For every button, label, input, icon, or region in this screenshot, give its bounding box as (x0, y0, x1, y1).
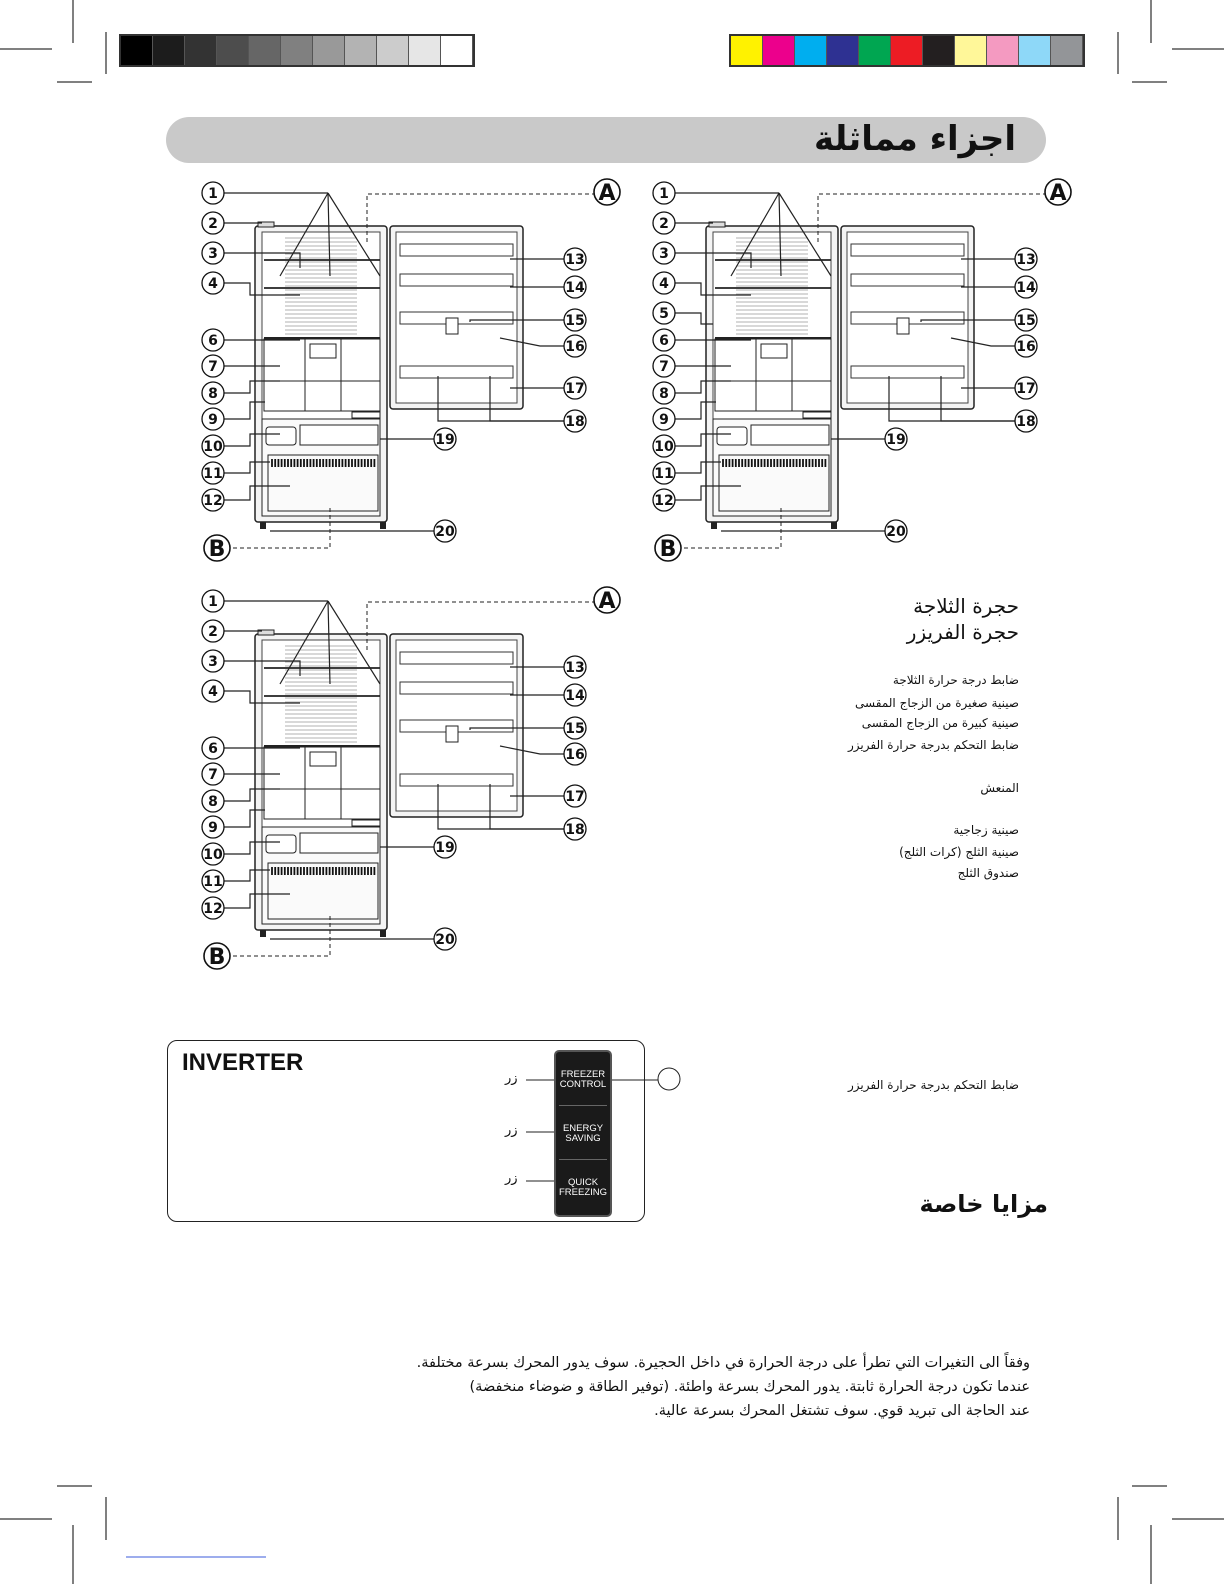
door-bin (851, 274, 964, 286)
callout-number: 1 (659, 186, 669, 202)
legend-item: ضابط درجة حرارة الثلاجة (892, 673, 1019, 687)
feature-line: عندما تكون درجة الحرارة ثابتة. يدور المحرك بسرعة واطئة. (توفير الطاقة و ضوضاء منخفضة) (469, 1379, 1030, 1395)
special-features-title: مزايا خاصة (919, 1190, 1048, 1218)
callout-number: 4 (208, 276, 218, 292)
callout-number: 4 (208, 684, 218, 700)
callout-number: 11 (203, 466, 223, 482)
bottle-holder (446, 318, 458, 334)
callout-number: 2 (659, 216, 669, 232)
legend-item: المنعش (980, 781, 1019, 795)
legend-freezer-compartment: حجرة الفريزر (906, 620, 1019, 644)
callout-number: 6 (208, 333, 218, 349)
foot (260, 930, 266, 937)
quick-freezing-button[interactable]: QUICK FREEZING (558, 1177, 608, 1198)
letter-b: B (208, 537, 226, 562)
display (352, 820, 380, 826)
display (803, 412, 831, 418)
callout-number: 17 (1016, 381, 1036, 397)
callout-number: 13 (565, 660, 585, 676)
egg-tray (310, 752, 336, 766)
callout-number: 18 (1016, 414, 1036, 430)
energy-saving-button[interactable]: ENERGY SAVING (559, 1109, 607, 1160)
feature-line: عند الحاجة الى تبريد قوي. سوف تشتغل المحرك بسرعة عالية. (654, 1403, 1030, 1419)
callout-number: 4 (659, 276, 669, 292)
button-label: زر (505, 1071, 518, 1086)
legend-item: صينية زجاجية (953, 823, 1019, 837)
control-panel (554, 1050, 612, 1217)
callout-number: 9 (659, 412, 669, 428)
door-bin (400, 274, 513, 286)
callout-number: 2 (208, 216, 218, 232)
callout-number: 7 (208, 359, 218, 375)
callout-number: 14 (565, 280, 585, 296)
door-bin (400, 774, 513, 786)
callout-number: 11 (203, 874, 223, 890)
callout-number: 5 (659, 306, 669, 322)
callout-number: 10 (654, 439, 674, 455)
callout-number: 8 (208, 794, 218, 810)
callout-number: 7 (659, 359, 669, 375)
callout-number: 9 (208, 820, 218, 836)
bottle-holder (897, 318, 909, 334)
door-bin (851, 366, 964, 378)
callout-number: 8 (659, 386, 669, 402)
door-bin (851, 244, 964, 256)
callout-number: 16 (1016, 339, 1036, 355)
egg-tray (761, 344, 787, 358)
freezer-control-button[interactable]: FREEZER CONTROL (559, 1055, 607, 1106)
ice-tray (266, 835, 296, 853)
legend-item: صينية صغيرة من الزجاج المقسى (855, 696, 1019, 710)
callout-number: 13 (565, 252, 585, 268)
callout-number: 14 (565, 688, 585, 704)
callout-number: 9 (208, 412, 218, 428)
callout-number: 7 (208, 767, 218, 783)
foot (380, 522, 386, 529)
door-bin (400, 652, 513, 664)
display (352, 412, 380, 418)
callout-number: 6 (208, 741, 218, 757)
letter-a: A (1049, 181, 1067, 206)
callout-number: 2 (208, 624, 218, 640)
callout-number: 10 (203, 847, 223, 863)
callout-number: 14 (1016, 280, 1036, 296)
callout-number: 3 (208, 246, 218, 262)
callout-number: 18 (565, 414, 585, 430)
callout-number: 17 (565, 381, 585, 397)
callout-number: 16 (565, 339, 585, 355)
callout-circle (658, 1068, 680, 1090)
foot (831, 522, 837, 529)
glass-tray (300, 833, 378, 853)
callout-number: 3 (659, 246, 669, 262)
letter-b: B (659, 537, 677, 562)
bottle-holder (446, 726, 458, 742)
inverter-panel-box (167, 1040, 645, 1222)
egg-tray (310, 344, 336, 358)
fridge-diagram (202, 179, 620, 562)
glass-tray (751, 425, 829, 445)
door-bin (400, 366, 513, 378)
fridge-diagram (653, 179, 1071, 562)
callout-number: 6 (659, 333, 669, 349)
fridge-diagram (202, 587, 620, 970)
callout-number: 11 (654, 466, 674, 482)
foot (380, 930, 386, 937)
callout-number: 17 (565, 789, 585, 805)
ice-tray (266, 427, 296, 445)
callout-number: 18 (565, 822, 585, 838)
door-bin (400, 682, 513, 694)
callout-number: 12 (203, 493, 223, 509)
ice-tray (717, 427, 747, 445)
callout-number: 19 (435, 840, 455, 856)
callout-number: 12 (203, 901, 223, 917)
legend-item: صينية كبيرة من الزجاج المقسى (861, 716, 1019, 730)
callout-number: 8 (208, 386, 218, 402)
callout-number: 15 (1016, 313, 1036, 329)
inverter-title: INVERTER (182, 1049, 304, 1076)
legend-fridge-compartment: حجرة الثلاجة (913, 594, 1019, 618)
callout-number: 20 (435, 932, 455, 948)
freezer-control-label: ضابط التحكم بدرجة حرارة الفريزر (848, 1078, 1019, 1092)
callout-number: 19 (886, 432, 906, 448)
foot (260, 522, 266, 529)
callout-number: 20 (886, 524, 906, 540)
button-label: زر (505, 1123, 518, 1138)
foot (711, 522, 717, 529)
callout-number: 3 (208, 654, 218, 670)
glass-tray (300, 425, 378, 445)
legend-item: ضابط التحكم بدرجة حرارة الفريزر (848, 738, 1019, 752)
legend-item: صندوق الثلج (957, 866, 1019, 880)
callout-number: 13 (1016, 252, 1036, 268)
legend-item: صينية الثلج (كرات الثلج) (899, 845, 1019, 859)
callout-number: 16 (565, 747, 585, 763)
callout-number: 12 (654, 493, 674, 509)
callout-number: 1 (208, 594, 218, 610)
letter-b: B (208, 945, 226, 970)
letter-a: A (598, 181, 616, 206)
callout-number: 10 (203, 439, 223, 455)
letter-a: A (598, 589, 616, 614)
button-label: زر (505, 1171, 518, 1186)
callout-number: 20 (435, 524, 455, 540)
feature-line: وفقاً الى التغيرات التي تطرأ على درجة الحرارة في داخل الحجيرة. سوف يدور المحرك بسرعة مختلفة. (416, 1355, 1030, 1371)
section-title: اجزاء مماثلة (813, 119, 1016, 159)
callout-number: 15 (565, 313, 585, 329)
callout-number: 15 (565, 721, 585, 737)
callout-number: 19 (435, 432, 455, 448)
door-bin (400, 244, 513, 256)
callout-number: 1 (208, 186, 218, 202)
